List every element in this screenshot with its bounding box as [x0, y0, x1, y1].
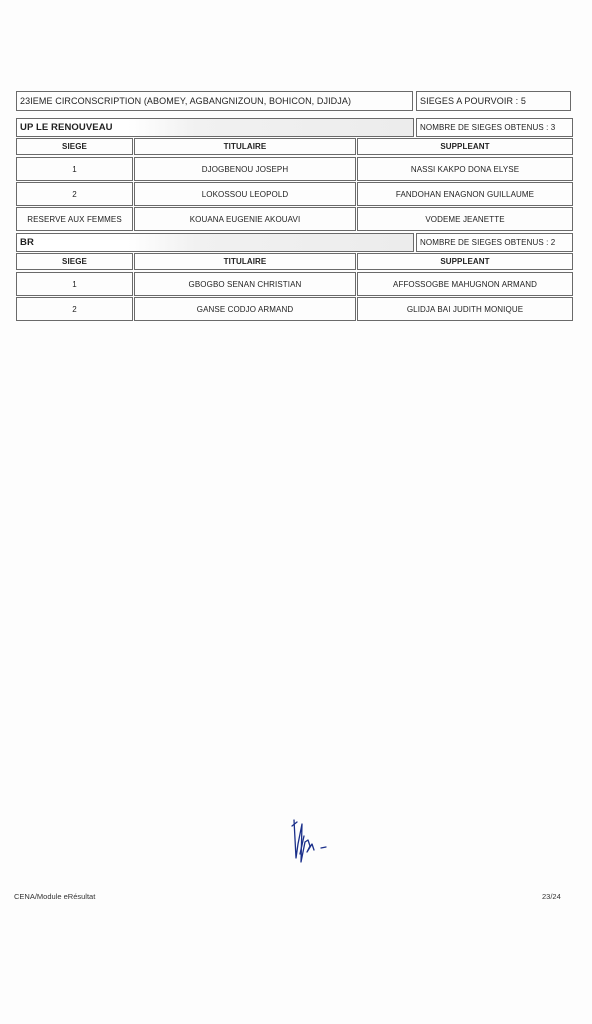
row-titulaire: KOUANA EUGENIE AKOUAVI	[134, 207, 356, 231]
column-header-siege: SIEGE	[16, 138, 133, 155]
column-header-siege: SIEGE	[16, 253, 133, 270]
sieges-a-pourvoir: SIEGES A POURVOIR : 5	[416, 91, 571, 111]
footer-page-number: 23/24	[542, 892, 561, 901]
party-seats-obtained: NOMBRE DE SIEGES OBTENUS : 3	[416, 118, 573, 137]
column-header-titulaire: TITULAIRE	[134, 138, 356, 155]
column-header-suppleant: SUPPLEANT	[357, 253, 573, 270]
row-siege: RESERVE AUX FEMMES	[16, 207, 133, 231]
circonscription-title: 23IEME CIRCONSCRIPTION (ABOMEY, AGBANGNIZOUN, BOHICON, DJIDJA)	[16, 91, 413, 111]
row-titulaire: GBOGBO SENAN CHRISTIAN	[134, 272, 356, 296]
party-seats-obtained: NOMBRE DE SIEGES OBTENUS : 2	[416, 233, 573, 252]
column-header-titulaire: TITULAIRE	[134, 253, 356, 270]
signature-icon	[288, 814, 338, 870]
row-suppleant: VODEME JEANETTE	[357, 207, 573, 231]
row-siege: 2	[16, 182, 133, 206]
column-header-suppleant: SUPPLEANT	[357, 138, 573, 155]
row-siege: 2	[16, 297, 133, 321]
row-siege: 1	[16, 157, 133, 181]
row-siege: 1	[16, 272, 133, 296]
row-suppleant: AFFOSSOGBE MAHUGNON ARMAND	[357, 272, 573, 296]
row-suppleant: NASSI KAKPO DONA ELYSE	[357, 157, 573, 181]
party-name-br: BR	[16, 233, 414, 252]
footer-module-label: CENA/Module eRésultat	[14, 892, 96, 901]
row-titulaire: GANSE CODJO ARMAND	[134, 297, 356, 321]
row-titulaire: LOKOSSOU LEOPOLD	[134, 182, 356, 206]
party-name-up-le-renouveau: UP LE RENOUVEAU	[16, 118, 414, 137]
row-suppleant: FANDOHAN ENAGNON GUILLAUME	[357, 182, 573, 206]
row-suppleant: GLIDJA BAI JUDITH MONIQUE	[357, 297, 573, 321]
row-titulaire: DJOGBENOU JOSEPH	[134, 157, 356, 181]
